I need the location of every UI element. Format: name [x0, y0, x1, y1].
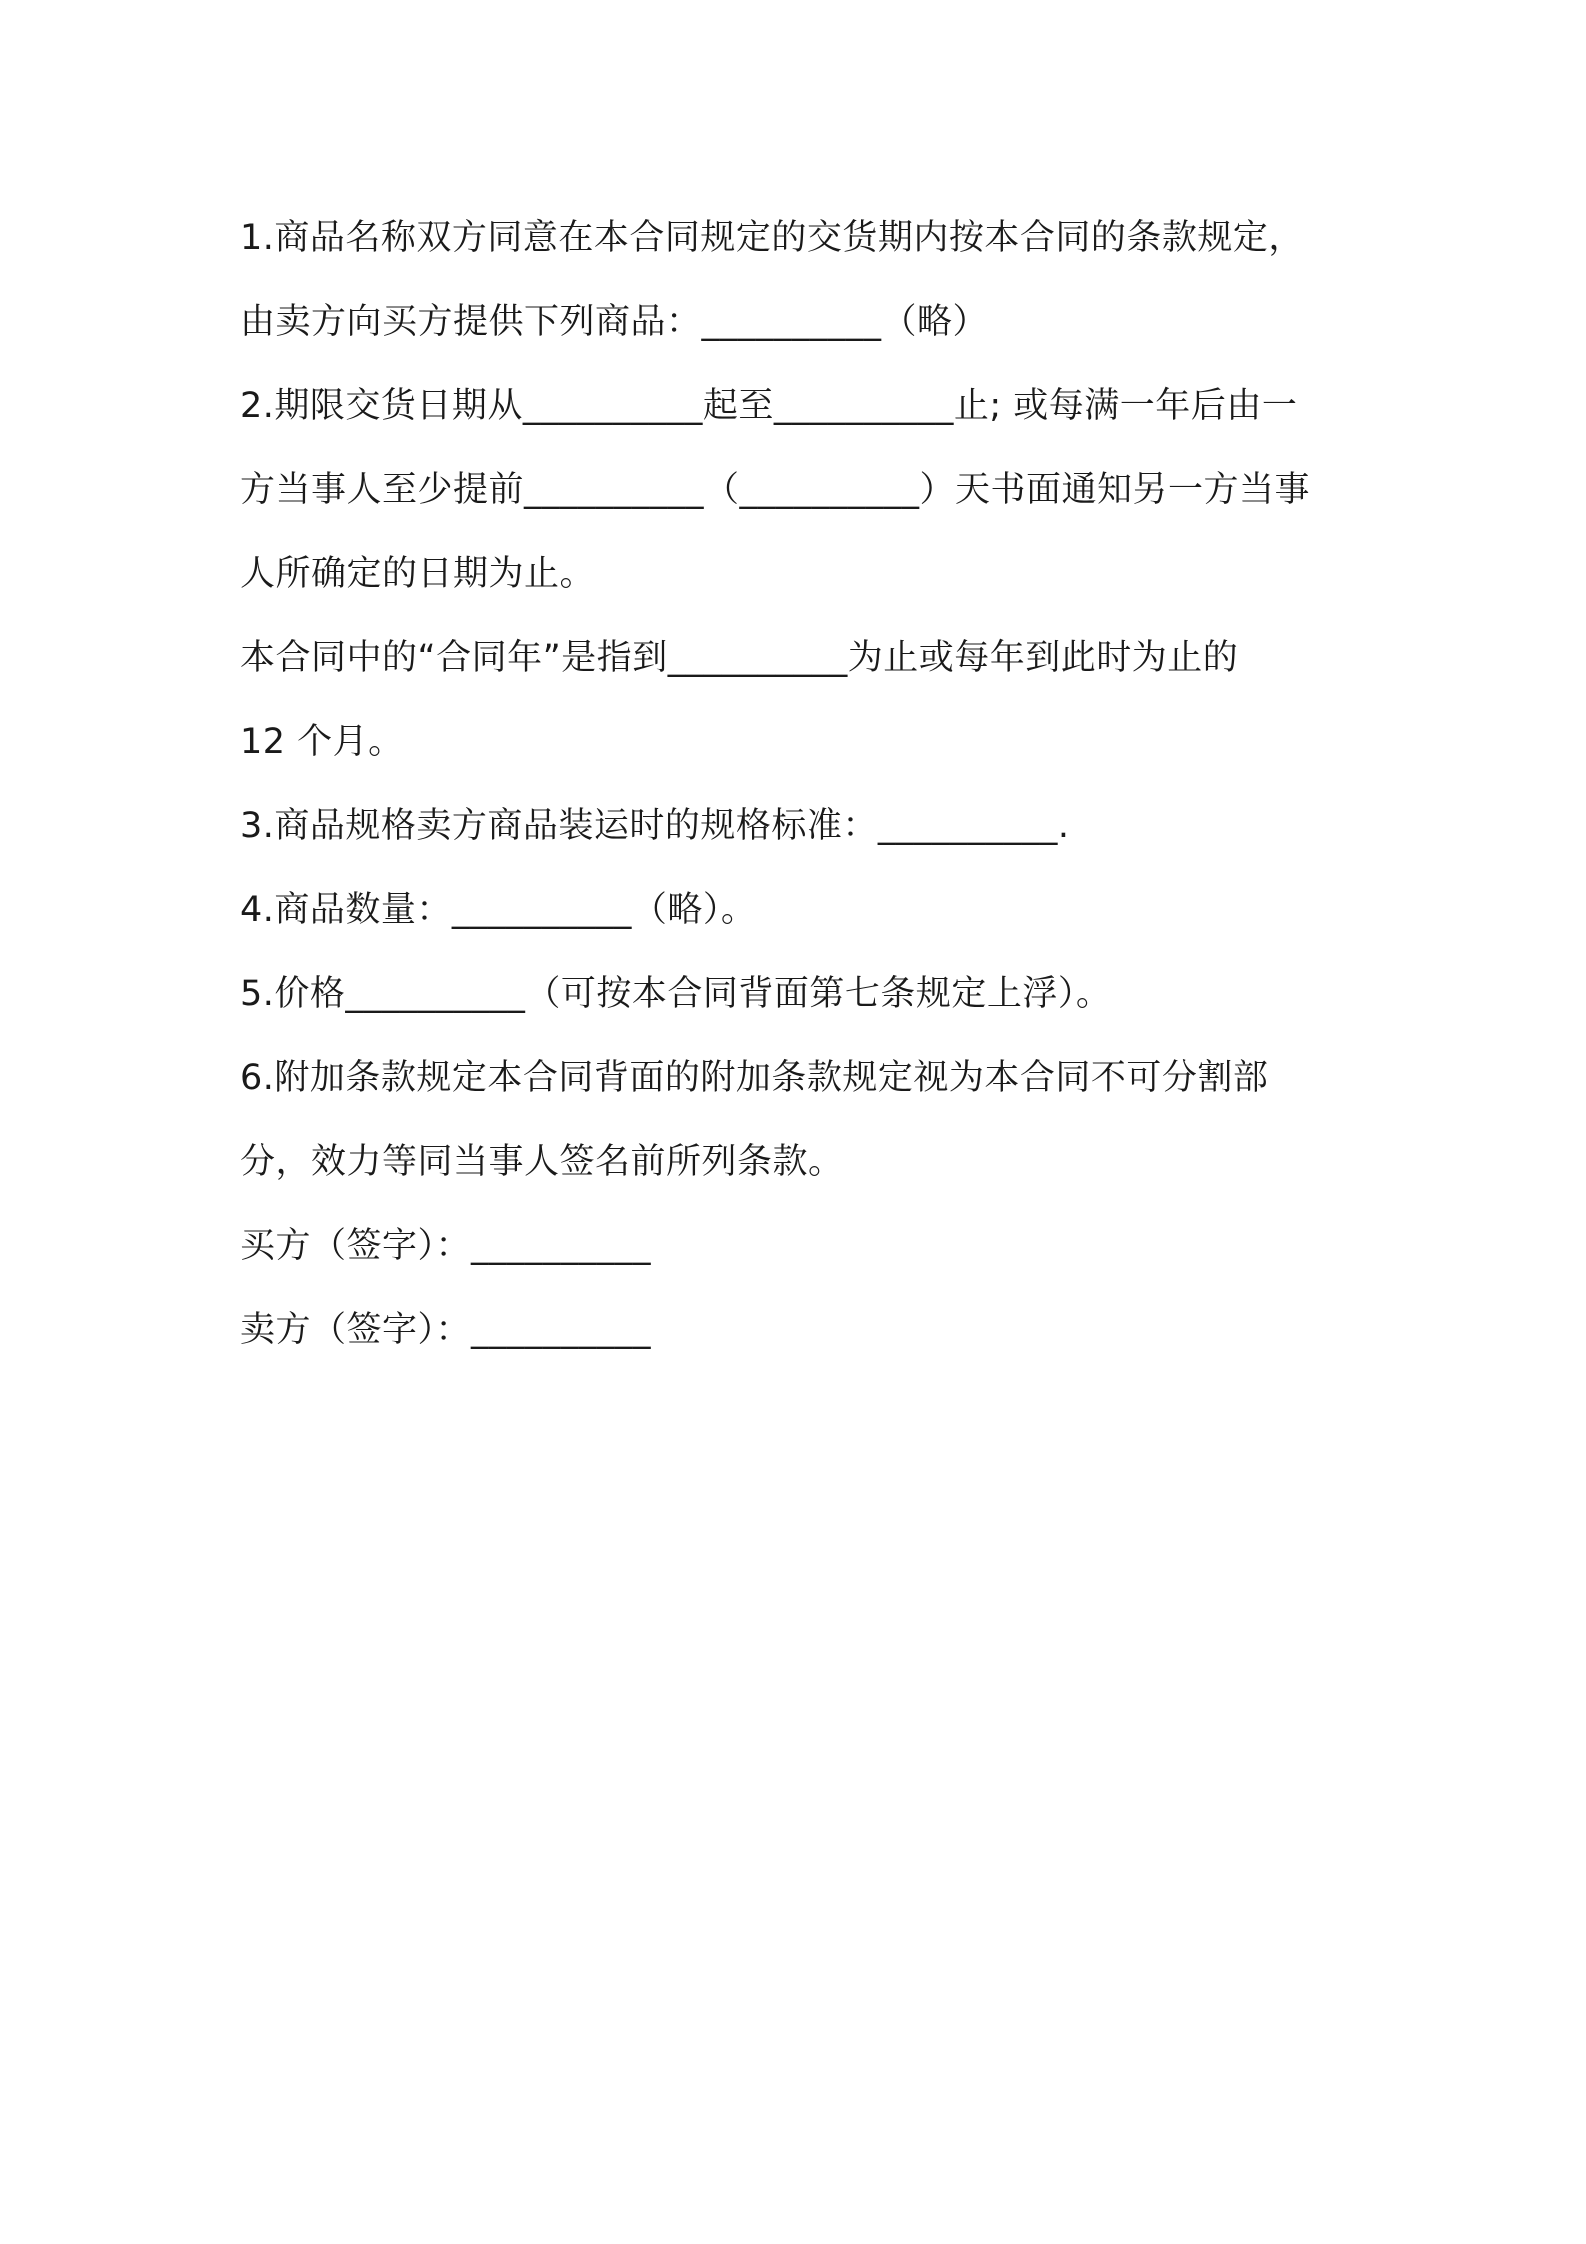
clause-6-line-2: 分，效力等同当事人签名前所列条款。 — [240, 1142, 844, 1182]
clause-4-line: 4.商品数量：__________（略）。 — [240, 890, 757, 930]
clause-2-line-2: 方当事人至少提前__________（__________）天书面通知另一方当事 — [240, 470, 1311, 510]
seller-signature-line: 卖方（签字）：__________ — [240, 1310, 652, 1350]
buyer-signature-line: 买方（签字）：__________ — [240, 1226, 652, 1266]
clause-2-line-3: 人所确定的日期为止。 — [240, 554, 596, 594]
clause-5-line: 5.价格__________（可按本合同背面第七条规定上浮）。 — [240, 974, 1112, 1014]
clause-6-line-1: 6.附加条款规定本合同背面的附加条款规定视为本合同不可分割部 — [240, 1058, 1269, 1098]
clause-1-line-2: 由卖方向买方提供下列商品：__________（略） — [240, 302, 989, 342]
contract-year-line-1: 本合同中的“合同年”是指到__________为止或每年到此时为止的 — [240, 638, 1239, 678]
clause-3-line: 3.商品规格卖方商品装运时的规格标准：__________. — [240, 806, 1070, 846]
contract-body — [240, 196, 1360, 1372]
contract-year-line-2: 12 个月。 — [240, 722, 404, 762]
clause-2-line-1: 2.期限交货日期从__________起至__________止; 或每满一年后由一 — [240, 386, 1298, 426]
clause-1-line-1: 1.商品名称双方同意在本合同规定的交货期内按本合同的条款规定， — [240, 218, 1304, 258]
